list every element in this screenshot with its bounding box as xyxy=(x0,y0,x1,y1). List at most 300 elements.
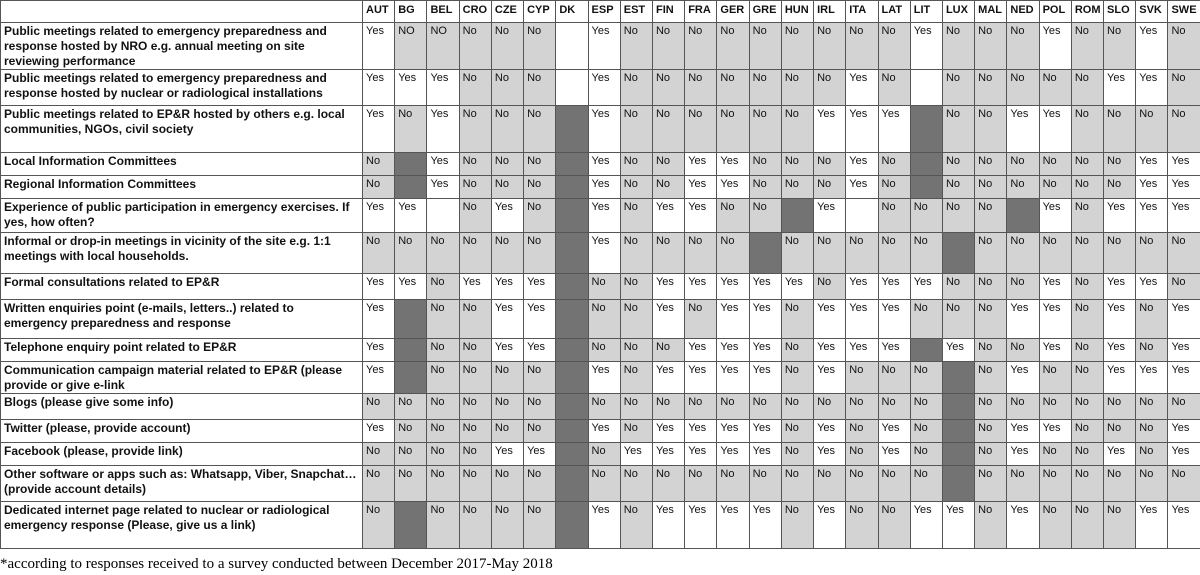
cell-rom: No xyxy=(1071,502,1103,549)
cell-cyp: No xyxy=(524,233,556,274)
cell-slo: No xyxy=(1104,394,1136,420)
cell-bel: No xyxy=(427,300,459,339)
cell-irl: Yes xyxy=(814,362,846,394)
cell-rom: No xyxy=(1071,443,1103,466)
cell-est: No xyxy=(620,199,652,233)
cell-dk xyxy=(556,300,588,339)
cell-bel: No xyxy=(427,443,459,466)
cell-mal: No xyxy=(975,502,1007,549)
cell-cyp: No xyxy=(524,362,556,394)
cell-hun: No xyxy=(781,70,813,106)
cell-bg xyxy=(395,362,427,394)
cell-ned: No xyxy=(1007,233,1039,274)
cell-bel: No xyxy=(427,362,459,394)
cell-pol: No xyxy=(1039,443,1071,466)
cell-ned: Yes xyxy=(1007,502,1039,549)
cell-fra: Yes xyxy=(685,339,717,362)
cell-swe: Yes xyxy=(1168,362,1200,394)
cell-ger: Yes xyxy=(717,176,749,199)
cell-gre: No xyxy=(749,106,781,153)
cell-ger: No xyxy=(717,199,749,233)
cell-bg: No xyxy=(395,233,427,274)
cell-dk xyxy=(556,394,588,420)
cell-cro: No xyxy=(459,153,491,176)
cell-lit: Yes xyxy=(910,502,942,549)
cell-hun: No xyxy=(781,420,813,443)
cell-ita: Yes xyxy=(846,274,878,300)
cell-aut: Yes xyxy=(363,300,395,339)
table-row xyxy=(1,176,1200,199)
cell-pol: No xyxy=(1039,502,1071,549)
cell-cyp: No xyxy=(524,153,556,176)
cell-fin: No xyxy=(652,106,684,153)
cell-bg xyxy=(395,300,427,339)
column-header-lux: LUX xyxy=(942,1,974,23)
row-label: Local Information Committees xyxy=(1,153,363,176)
cell-pol: Yes xyxy=(1039,300,1071,339)
cell-bel: No xyxy=(427,394,459,420)
cell-cro: No xyxy=(459,339,491,362)
cell-dk xyxy=(556,466,588,502)
cell-aut: Yes xyxy=(363,106,395,153)
table-row xyxy=(1,106,1200,153)
cell-aut: Yes xyxy=(363,420,395,443)
cell-irl: Yes xyxy=(814,300,846,339)
row-label: Other software or apps such as: Whatsapp, Viber, Snapchat… (provide account details) xyxy=(1,466,363,502)
cell-irl: Yes xyxy=(814,443,846,466)
cell-lux: Yes xyxy=(942,502,974,549)
cell-est: No xyxy=(620,362,652,394)
cell-est: No xyxy=(620,339,652,362)
cell-bel: No xyxy=(427,466,459,502)
cell-rom: No xyxy=(1071,362,1103,394)
cell-irl: No xyxy=(814,23,846,70)
cell-fin: No xyxy=(652,394,684,420)
cell-aut: Yes xyxy=(363,339,395,362)
cell-ger: No xyxy=(717,394,749,420)
cell-hun: No xyxy=(781,176,813,199)
cell-esp: Yes xyxy=(588,153,620,176)
cell-gre: No xyxy=(749,176,781,199)
cell-hun xyxy=(781,199,813,233)
column-header-bel: BEL xyxy=(427,1,459,23)
cell-mal: No xyxy=(975,70,1007,106)
cell-cyp: No xyxy=(524,70,556,106)
cell-mal: No xyxy=(975,23,1007,70)
column-header-pol: POL xyxy=(1039,1,1071,23)
cell-fra: No xyxy=(685,106,717,153)
cell-bg: Yes xyxy=(395,274,427,300)
cell-lit: Yes xyxy=(910,274,942,300)
cell-lux: No xyxy=(942,199,974,233)
cell-slo: Yes xyxy=(1104,443,1136,466)
cell-dk xyxy=(556,233,588,274)
cell-cro: No xyxy=(459,466,491,502)
cell-ita: Yes xyxy=(846,153,878,176)
cell-slo: No xyxy=(1104,106,1136,153)
cell-cze: Yes xyxy=(491,300,523,339)
cell-cze: No xyxy=(491,106,523,153)
cell-esp: Yes xyxy=(588,502,620,549)
cell-lat: No xyxy=(878,466,910,502)
table-row xyxy=(1,300,1200,339)
cell-mal: No xyxy=(975,339,1007,362)
cell-slo: No xyxy=(1104,153,1136,176)
cell-svk: No xyxy=(1136,466,1168,502)
cell-rom: No xyxy=(1071,23,1103,70)
cell-fra: Yes xyxy=(685,176,717,199)
cell-bg: No xyxy=(395,420,427,443)
cell-rom: No xyxy=(1071,466,1103,502)
table-row xyxy=(1,153,1200,176)
table-row xyxy=(1,23,1200,70)
cell-fin: No xyxy=(652,233,684,274)
cell-mal: No xyxy=(975,443,1007,466)
cell-dk xyxy=(556,176,588,199)
cell-cze: No xyxy=(491,233,523,274)
cell-fra: Yes xyxy=(685,502,717,549)
cell-aut: No xyxy=(363,502,395,549)
cell-aut: Yes xyxy=(363,70,395,106)
cell-ita: No xyxy=(846,23,878,70)
cell-aut: Yes xyxy=(363,23,395,70)
cell-irl: No xyxy=(814,70,846,106)
cell-fin: Yes xyxy=(652,502,684,549)
cell-esp: No xyxy=(588,394,620,420)
column-header-mal: MAL xyxy=(975,1,1007,23)
cell-swe: No xyxy=(1168,466,1200,502)
cell-esp: Yes xyxy=(588,199,620,233)
cell-fin: Yes xyxy=(652,443,684,466)
cell-slo: No xyxy=(1104,23,1136,70)
cell-cro: Yes xyxy=(459,274,491,300)
cell-pol: No xyxy=(1039,70,1071,106)
cell-aut: No xyxy=(363,443,395,466)
cell-est: No xyxy=(620,153,652,176)
cell-lit: No xyxy=(910,362,942,394)
cell-svk: Yes xyxy=(1136,199,1168,233)
cell-bel xyxy=(427,199,459,233)
cell-lit xyxy=(910,176,942,199)
column-header-dk: DK xyxy=(556,1,588,23)
cell-dk xyxy=(556,70,588,106)
cell-cyp: Yes xyxy=(524,339,556,362)
cell-lat: Yes xyxy=(878,420,910,443)
cell-cyp: No xyxy=(524,23,556,70)
cell-est: No xyxy=(620,70,652,106)
cell-slo: Yes xyxy=(1104,199,1136,233)
cell-hun: No xyxy=(781,394,813,420)
table-row xyxy=(1,420,1200,443)
cell-lit: No xyxy=(910,394,942,420)
column-header-ger: GER xyxy=(717,1,749,23)
cell-lit: No xyxy=(910,420,942,443)
cell-slo: No xyxy=(1104,420,1136,443)
cell-swe: No xyxy=(1168,394,1200,420)
cell-fra: No xyxy=(685,70,717,106)
cell-cze: Yes xyxy=(491,274,523,300)
cell-rom: No xyxy=(1071,233,1103,274)
cell-bg: NO xyxy=(395,23,427,70)
cell-ned: Yes xyxy=(1007,300,1039,339)
cell-bg: Yes xyxy=(395,70,427,106)
cell-ned: No xyxy=(1007,70,1039,106)
column-header-lit: LIT xyxy=(910,1,942,23)
cell-cro: No xyxy=(459,502,491,549)
cell-hun: No xyxy=(781,300,813,339)
cell-bg: No xyxy=(395,466,427,502)
cell-dk xyxy=(556,23,588,70)
cell-cze: No xyxy=(491,502,523,549)
cell-pol: Yes xyxy=(1039,339,1071,362)
cell-aut: No xyxy=(363,233,395,274)
table-row xyxy=(1,70,1200,106)
cell-gre: No xyxy=(749,394,781,420)
cell-svk: No xyxy=(1136,233,1168,274)
cell-cze: No xyxy=(491,394,523,420)
column-header-svk: SVK xyxy=(1136,1,1168,23)
cell-bg: Yes xyxy=(395,199,427,233)
cell-pol: No xyxy=(1039,394,1071,420)
cell-svk: No xyxy=(1136,394,1168,420)
cell-aut: Yes xyxy=(363,362,395,394)
column-header-swe: SWE xyxy=(1168,1,1200,23)
cell-bg: No xyxy=(395,394,427,420)
cell-pol: Yes xyxy=(1039,420,1071,443)
cell-cyp: Yes xyxy=(524,274,556,300)
cell-ger: Yes xyxy=(717,153,749,176)
cell-bel: Yes xyxy=(427,176,459,199)
cell-pol: Yes xyxy=(1039,274,1071,300)
cell-fra: Yes xyxy=(685,274,717,300)
column-header-aut: AUT xyxy=(363,1,395,23)
cell-bel: Yes xyxy=(427,153,459,176)
footnote: *according to responses received to a survey conducted between December 2017-May 2018 xyxy=(0,556,553,572)
cell-est: No xyxy=(620,502,652,549)
cell-irl: No xyxy=(814,394,846,420)
cell-lux: No xyxy=(942,176,974,199)
cell-fin: No xyxy=(652,23,684,70)
cell-cro: No xyxy=(459,443,491,466)
cell-lux: Yes xyxy=(942,339,974,362)
cell-fra: No xyxy=(685,233,717,274)
cell-esp: Yes xyxy=(588,23,620,70)
cell-slo: No xyxy=(1104,233,1136,274)
cell-irl: Yes xyxy=(814,106,846,153)
cell-irl: Yes xyxy=(814,199,846,233)
cell-rom: No xyxy=(1071,70,1103,106)
column-header-cro: CRO xyxy=(459,1,491,23)
column-header-gre: GRE xyxy=(749,1,781,23)
cell-mal: No xyxy=(975,106,1007,153)
cell-hun: Yes xyxy=(781,274,813,300)
cell-pol: Yes xyxy=(1039,23,1071,70)
cell-gre: Yes xyxy=(749,443,781,466)
cell-irl: No xyxy=(814,153,846,176)
cell-svk: Yes xyxy=(1136,274,1168,300)
column-header-est: EST xyxy=(620,1,652,23)
cell-ita: Yes xyxy=(846,70,878,106)
cell-ger: No xyxy=(717,466,749,502)
cell-pol: No xyxy=(1039,362,1071,394)
cell-cze: No xyxy=(491,153,523,176)
cell-ger: Yes xyxy=(717,339,749,362)
cell-hun: No xyxy=(781,339,813,362)
cell-bel: No xyxy=(427,339,459,362)
cell-lux xyxy=(942,362,974,394)
cell-irl: No xyxy=(814,466,846,502)
cell-ned: No xyxy=(1007,176,1039,199)
cell-aut: No xyxy=(363,394,395,420)
row-label: Public meetings related to emergency preparedness and response hosted by nuclear or radiological installations xyxy=(1,70,363,106)
cell-pol: Yes xyxy=(1039,106,1071,153)
row-label: Formal consultations related to EP&R xyxy=(1,274,363,300)
cell-ned xyxy=(1007,199,1039,233)
table-row xyxy=(1,274,1200,300)
cell-rom: No xyxy=(1071,176,1103,199)
cell-lux xyxy=(942,443,974,466)
cell-ita: No xyxy=(846,466,878,502)
cell-slo: Yes xyxy=(1104,300,1136,339)
cell-bel: Yes xyxy=(427,70,459,106)
cell-cyp: Yes xyxy=(524,300,556,339)
cell-ita: No xyxy=(846,502,878,549)
cell-bg xyxy=(395,502,427,549)
cell-hun: No xyxy=(781,106,813,153)
cell-pol: No xyxy=(1039,153,1071,176)
cell-ned: No xyxy=(1007,394,1039,420)
cell-pol: No xyxy=(1039,233,1071,274)
cell-bel: No xyxy=(427,502,459,549)
column-header-rom: ROM xyxy=(1071,1,1103,23)
cell-dk xyxy=(556,502,588,549)
cell-lux xyxy=(942,394,974,420)
cell-gre: No xyxy=(749,153,781,176)
column-header-ita: ITA xyxy=(846,1,878,23)
cell-cze: No xyxy=(491,23,523,70)
cell-bel: NO xyxy=(427,23,459,70)
column-header-slo: SLO xyxy=(1104,1,1136,23)
cell-swe: Yes xyxy=(1168,502,1200,549)
cell-rom: No xyxy=(1071,300,1103,339)
cell-cro: No xyxy=(459,394,491,420)
cell-svk: Yes xyxy=(1136,362,1168,394)
cell-dk xyxy=(556,106,588,153)
cell-ger: Yes xyxy=(717,420,749,443)
cell-ger: Yes xyxy=(717,502,749,549)
row-label: Blogs (please give some info) xyxy=(1,394,363,420)
cell-cyp: No xyxy=(524,176,556,199)
cell-mal: No xyxy=(975,274,1007,300)
cell-cze: No xyxy=(491,420,523,443)
table-body xyxy=(1,23,1200,549)
cell-bg xyxy=(395,176,427,199)
cell-est: No xyxy=(620,23,652,70)
cell-ita: No xyxy=(846,233,878,274)
cell-esp: Yes xyxy=(588,420,620,443)
cell-cze: Yes xyxy=(491,199,523,233)
row-label: Written enquiries point (e-mails, letters..) related to emergency preparedness and response xyxy=(1,300,363,339)
cell-fin: No xyxy=(652,176,684,199)
cell-fin: No xyxy=(652,466,684,502)
cell-mal: No xyxy=(975,466,1007,502)
cell-ger: Yes xyxy=(717,274,749,300)
cell-lit: Yes xyxy=(910,23,942,70)
cell-mal: No xyxy=(975,176,1007,199)
cell-esp: Yes xyxy=(588,176,620,199)
cell-esp: No xyxy=(588,339,620,362)
cell-svk: Yes xyxy=(1136,502,1168,549)
cell-aut: Yes xyxy=(363,274,395,300)
cell-svk: No xyxy=(1136,443,1168,466)
cell-fra: Yes xyxy=(685,362,717,394)
cell-ger: Yes xyxy=(717,443,749,466)
cell-bg: No xyxy=(395,443,427,466)
cell-fra: No xyxy=(685,466,717,502)
cell-fin: Yes xyxy=(652,274,684,300)
cell-gre: No xyxy=(749,466,781,502)
row-label: Dedicated internet page related to nuclear or radiological emergency response (Please, give us a link) xyxy=(1,502,363,549)
cell-pol: No xyxy=(1039,176,1071,199)
cell-gre: Yes xyxy=(749,339,781,362)
cell-hun: No xyxy=(781,466,813,502)
cell-ger: No xyxy=(717,70,749,106)
cell-esp: Yes xyxy=(588,70,620,106)
cell-lat: Yes xyxy=(878,300,910,339)
cell-fra: Yes xyxy=(685,199,717,233)
cell-mal: No xyxy=(975,233,1007,274)
cell-lit: No xyxy=(910,199,942,233)
cell-irl: No xyxy=(814,274,846,300)
cell-rom: No xyxy=(1071,274,1103,300)
cell-dk xyxy=(556,274,588,300)
column-header-cyp: CYP xyxy=(524,1,556,23)
cell-swe: No xyxy=(1168,106,1200,153)
cell-esp: Yes xyxy=(588,106,620,153)
table-row xyxy=(1,362,1200,394)
cell-lat: No xyxy=(878,233,910,274)
cell-swe: No xyxy=(1168,233,1200,274)
cell-lit xyxy=(910,106,942,153)
cell-mal: No xyxy=(975,153,1007,176)
cell-lux xyxy=(942,466,974,502)
cell-slo: Yes xyxy=(1104,362,1136,394)
cell-swe: Yes xyxy=(1168,300,1200,339)
cell-rom: No xyxy=(1071,199,1103,233)
cell-ger: No xyxy=(717,23,749,70)
cell-cze: Yes xyxy=(491,443,523,466)
cell-dk xyxy=(556,420,588,443)
cell-lux xyxy=(942,420,974,443)
cell-esp: No xyxy=(588,443,620,466)
cell-slo: Yes xyxy=(1104,339,1136,362)
cell-mal: No xyxy=(975,394,1007,420)
cell-fin: Yes xyxy=(652,199,684,233)
cell-hun: No xyxy=(781,502,813,549)
cell-svk: No xyxy=(1136,300,1168,339)
cell-ned: Yes xyxy=(1007,420,1039,443)
cell-esp: No xyxy=(588,300,620,339)
cell-slo: No xyxy=(1104,466,1136,502)
table-row xyxy=(1,466,1200,502)
cell-mal: No xyxy=(975,199,1007,233)
cell-cro: No xyxy=(459,106,491,153)
cell-cro: No xyxy=(459,70,491,106)
cell-gre: Yes xyxy=(749,362,781,394)
row-label: Informal or drop-in meetings in vicinity of the site e.g. 1:1 meetings with local households. xyxy=(1,233,363,274)
cell-slo: Yes xyxy=(1104,70,1136,106)
cell-est: Yes xyxy=(620,443,652,466)
